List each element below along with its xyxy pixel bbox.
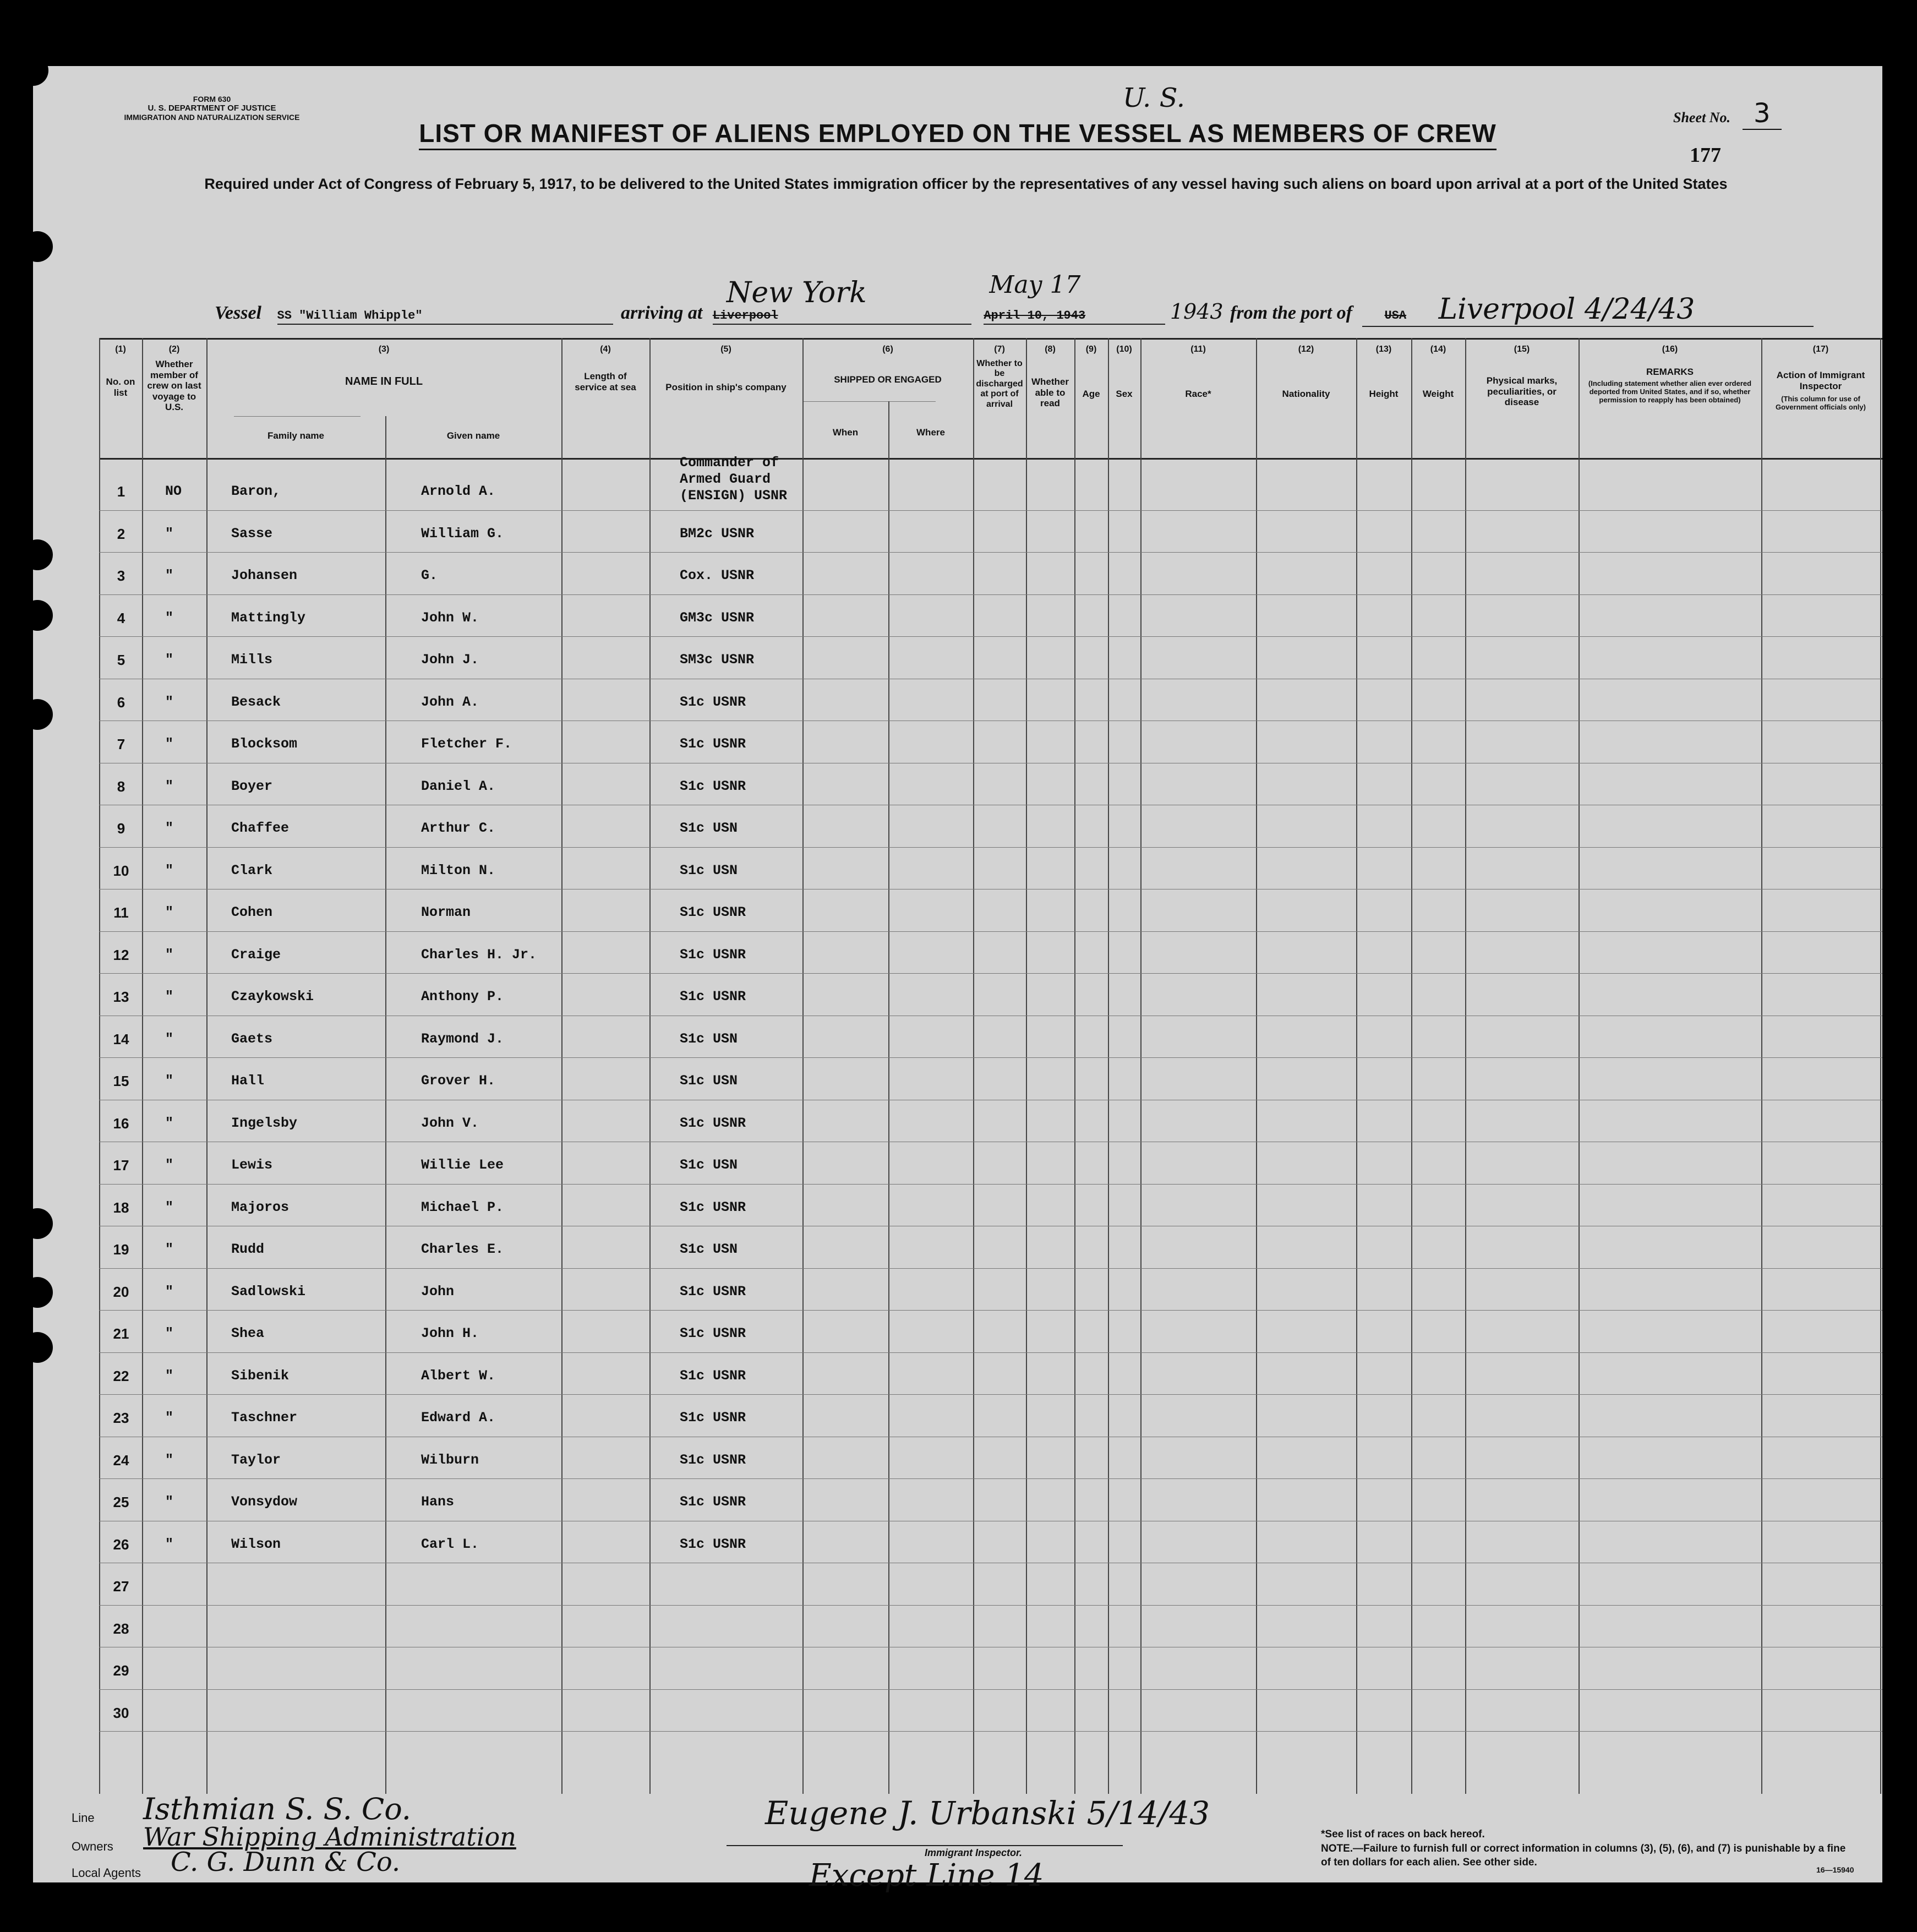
given-name: Carl L. <box>421 1536 479 1552</box>
table-row <box>99 1270 1882 1310</box>
given-name: John W. <box>421 609 479 626</box>
given-name: G. <box>421 567 438 583</box>
position: Cox. USNR <box>680 567 755 583</box>
agents-label: Local Agents <box>72 1866 141 1880</box>
table-row <box>99 455 1882 510</box>
given-name: Charles E. <box>421 1241 504 1257</box>
given-name: Charles H. Jr. <box>421 946 537 963</box>
prior-voyage: " <box>165 1410 174 1426</box>
row-number: 24 <box>113 1451 129 1469</box>
family-name: Taylor <box>231 1451 281 1468</box>
row-number: 7 <box>117 736 125 752</box>
position: GM3c USNR <box>680 609 755 626</box>
table-row <box>99 554 1882 594</box>
given-name: Edward A. <box>421 1410 496 1426</box>
table-row <box>99 1144 1882 1183</box>
col10-number: (10) <box>1116 345 1132 354</box>
family-name: Shea <box>231 1325 265 1341</box>
punch-hole <box>22 1208 53 1239</box>
family-name: Craige <box>231 946 281 963</box>
table-row <box>99 1102 1882 1142</box>
table-row <box>99 1691 1882 1731</box>
row-number: 8 <box>117 778 125 795</box>
position: S1c USN <box>680 1073 738 1089</box>
position: S1c USN <box>680 1241 738 1257</box>
prior-voyage: " <box>165 652 174 668</box>
given-name: Albert W. <box>421 1367 496 1384</box>
row-number: 17 <box>113 1157 129 1174</box>
col4-number: (4) <box>600 345 611 354</box>
family-name: Ingelsby <box>231 1115 298 1131</box>
arriving-label: arriving at <box>621 303 703 323</box>
family-name: Hall <box>231 1073 265 1089</box>
footer-notes <box>1321 1827 1849 1870</box>
given-name: Michael P. <box>421 1199 504 1215</box>
row-rule <box>99 1352 1882 1353</box>
col1-header: No. on list <box>106 376 135 398</box>
row-rule <box>99 1268 1882 1269</box>
family-name: Majoros <box>231 1199 290 1215</box>
prior-voyage: " <box>165 1199 174 1215</box>
prior-voyage: " <box>165 694 174 710</box>
prior-voyage: " <box>165 862 174 878</box>
given-name: Daniel A. <box>421 778 496 794</box>
position: BM2c USNR <box>680 525 755 542</box>
row-rule <box>99 931 1882 932</box>
row-number: 1 <box>117 483 125 500</box>
punch-hole <box>22 539 53 570</box>
penalty-note: NOTE.—Failure to furnish full or correct information in columns (3), (5), (6), and (7) is punishable by a fine of ten dollars for each alien. See other side. <box>1321 1842 1846 1869</box>
family-name: Johansen <box>231 567 298 583</box>
row-rule <box>99 973 1882 974</box>
position: S1c USN <box>680 820 738 836</box>
row-rule <box>99 1731 1882 1732</box>
position: S1c USNR <box>680 1536 746 1552</box>
row-number: 20 <box>113 1283 129 1300</box>
col2-header: Whether member of crew on last voyage to U.S. <box>147 359 201 413</box>
col17-number: (17) <box>1812 345 1829 354</box>
row-number: 21 <box>113 1325 129 1342</box>
prior-voyage: " <box>165 1241 174 1257</box>
agents-value: C. G. Dunn & Co. <box>171 1847 401 1878</box>
given-name: Raymond J. <box>421 1030 504 1047</box>
family-name: Sibenik <box>231 1367 290 1384</box>
row-rule <box>99 594 1882 595</box>
given-name: Willie Lee <box>421 1157 504 1173</box>
row-number: 16 <box>113 1115 129 1132</box>
given-name: Grover H. <box>421 1073 496 1089</box>
prior-voyage: " <box>165 1367 174 1384</box>
line-value: Isthmian S. S. Co. <box>143 1792 411 1826</box>
given-name: Anthony P. <box>421 989 504 1005</box>
prior-voyage: " <box>165 778 174 794</box>
position: S1c USN <box>680 1030 738 1047</box>
col7-number: (7) <box>994 345 1005 354</box>
col5-header: Position in ship's company <box>665 382 787 392</box>
row-number: 10 <box>113 862 129 879</box>
position: S1c USNR <box>680 736 746 752</box>
col11-header: Race* <box>1185 389 1211 399</box>
row-rule <box>99 1394 1882 1395</box>
row-number: 23 <box>113 1410 129 1426</box>
row-rule <box>99 1478 1882 1479</box>
punch-hole <box>22 1277 53 1308</box>
date-handwritten: May 17 <box>989 271 1081 299</box>
position: S1c USNR <box>680 1199 746 1215</box>
position: S1c USN <box>680 1157 738 1173</box>
table-row <box>99 891 1882 931</box>
given-name: Hans <box>421 1494 455 1510</box>
given-name: John <box>421 1283 455 1300</box>
family-name: Vonsydow <box>231 1494 298 1510</box>
col11-number: (11) <box>1190 345 1206 354</box>
family-name: Mattingly <box>231 609 306 626</box>
table-row <box>99 1228 1882 1268</box>
row-rule <box>99 1310 1882 1311</box>
row-number: 2 <box>117 525 125 542</box>
owners-label: Owners <box>72 1840 113 1853</box>
family-name: Gaets <box>231 1030 273 1047</box>
table-row <box>99 807 1882 847</box>
col13-header: Height <box>1369 389 1399 399</box>
col13-number: (13) <box>1375 345 1392 354</box>
row-rule <box>99 1057 1882 1058</box>
row-number: 15 <box>113 1073 129 1089</box>
shipped-subheader-rule <box>804 401 936 402</box>
prior-voyage: " <box>165 1030 174 1047</box>
inspector-label: Immigrant Inspector. <box>925 1847 1023 1858</box>
page-number: 177 <box>1690 144 1721 167</box>
position: SM3c USNR <box>680 652 755 668</box>
row-number: 12 <box>113 946 129 963</box>
prior-voyage: " <box>165 567 174 583</box>
family-name: Besack <box>231 694 281 710</box>
table-row <box>99 975 1882 1015</box>
family-name: Mills <box>231 652 273 668</box>
table-top-rule <box>99 338 1882 340</box>
prior-voyage: " <box>165 1073 174 1089</box>
col16-subheader: (Including statement whether alien ever ordered deported from United States, and if so, whether permission to reapply has been obtained) <box>1588 379 1752 404</box>
family-name: Cohen <box>231 904 273 920</box>
row-rule <box>99 1689 1882 1690</box>
row-number: 30 <box>113 1704 129 1721</box>
given-name: Arnold A. <box>421 483 496 499</box>
table-row <box>99 1565 1882 1604</box>
document-title <box>33 118 1882 148</box>
given-name: John H. <box>421 1325 479 1341</box>
prior-voyage: " <box>165 820 174 836</box>
table-row <box>99 1396 1882 1436</box>
col1-number: (1) <box>115 345 126 354</box>
department-name: U. S. DEPARTMENT OF JUSTICE <box>148 103 276 113</box>
punch-hole <box>22 699 53 730</box>
table-row <box>99 934 1882 973</box>
row-rule <box>99 847 1882 848</box>
row-number: 22 <box>113 1367 129 1384</box>
family-name: Rudd <box>231 1241 265 1257</box>
given-name: John V. <box>421 1115 479 1131</box>
table-row <box>99 1018 1882 1057</box>
prior-voyage: " <box>165 1325 174 1341</box>
family-name: Clark <box>231 862 273 878</box>
from-handwritten: Liverpool 4/24/43 <box>1438 293 1695 326</box>
prior-voyage: " <box>165 1157 174 1173</box>
col12-header: Nationality <box>1282 389 1330 399</box>
position: S1c USNR <box>680 1115 746 1131</box>
col4-header: Length of service at sea <box>575 371 636 392</box>
given-name: John J. <box>421 652 479 668</box>
col6-when-header: When <box>832 427 859 438</box>
col3-family-header: Family name <box>267 430 324 441</box>
col3-header: NAME IN FULL <box>345 375 423 388</box>
position: S1c USNR <box>680 1410 746 1426</box>
row-number: 28 <box>113 1620 129 1637</box>
position: S1c USN <box>680 862 738 878</box>
inspector-signature: Eugene J. Urbanski 5/14/43 <box>765 1794 1210 1832</box>
row-rule <box>99 510 1882 511</box>
arriving-handwritten: New York <box>726 276 867 309</box>
title-text: LIST OR MANIFEST OF ALIENS EMPLOYED ON THE VESSEL AS MEMBERS OF CREW <box>419 119 1497 150</box>
sheet-number-label: Sheet No. <box>1673 110 1730 125</box>
family-name: Czaykowski <box>231 989 314 1005</box>
col2-number: (2) <box>168 345 180 354</box>
date-typed: April 10, 1943 <box>984 309 1086 323</box>
position: Commander of Armed Guard (ENSIGN) USNR <box>680 455 788 504</box>
prior-voyage: NO <box>165 483 182 499</box>
prior-voyage: " <box>165 1451 174 1468</box>
punch-hole <box>18 55 48 86</box>
row-number: 9 <box>117 820 125 837</box>
from-typed: USA <box>1384 309 1407 323</box>
col5-number: (5) <box>720 345 731 354</box>
col6-header: SHIPPED OR ENGAGED <box>834 374 942 385</box>
family-name: Sasse <box>231 525 273 542</box>
table-row <box>99 1186 1882 1226</box>
row-number: 18 <box>113 1199 129 1216</box>
row-number: 19 <box>113 1241 129 1258</box>
position: S1c USNR <box>680 1283 746 1300</box>
position: S1c USNR <box>680 778 746 794</box>
sheet-number-value: 3 <box>1743 98 1782 130</box>
prior-voyage: " <box>165 1115 174 1131</box>
table-row <box>99 638 1882 678</box>
table-row <box>99 1481 1882 1520</box>
position: S1c USNR <box>680 1451 746 1468</box>
document-subtitle: Required under Act of Congress of February 5, 1917, to be delivered to the United States immigration officer by the representatives of any vessel having such aliens on board upon arrival at a port of the United States <box>204 176 1728 192</box>
row-number: 25 <box>113 1494 129 1510</box>
table-row <box>99 1060 1882 1099</box>
position: S1c USNR <box>680 1367 746 1384</box>
col17-subheader: (This column for use of Government officials only) <box>1776 395 1866 411</box>
from-port-label: from the port of <box>1230 303 1352 323</box>
vessel-label: Vessel <box>215 303 261 323</box>
position: S1c USNR <box>680 1325 746 1341</box>
family-name: Wilson <box>231 1536 281 1552</box>
given-name: Norman <box>421 904 471 920</box>
col14-number: (14) <box>1430 345 1446 354</box>
col14-header: Weight <box>1422 389 1454 399</box>
prior-voyage: " <box>165 946 174 963</box>
col10-header: Sex <box>1116 389 1133 399</box>
family-name: Lewis <box>231 1157 273 1173</box>
position: S1c USNR <box>680 694 746 710</box>
punch-hole <box>22 600 53 631</box>
footer-line-label: Line <box>72 1811 95 1825</box>
races-note: *See list of races on back hereof. <box>1321 1829 1485 1840</box>
row-rule <box>99 1605 1882 1606</box>
col17-header: Action of Immigrant Inspector <box>1776 370 1865 391</box>
table-row <box>99 723 1882 762</box>
prior-voyage: " <box>165 904 174 920</box>
given-name: John A. <box>421 694 479 710</box>
table-row <box>99 1607 1882 1647</box>
table-row <box>99 681 1882 721</box>
given-name: Arthur C. <box>421 820 496 836</box>
owners-value: War Shipping Administration <box>143 1822 516 1852</box>
table-row <box>99 765 1882 805</box>
row-number: 29 <box>113 1662 129 1679</box>
col6-where-header: Where <box>916 427 945 438</box>
given-name: William G. <box>421 525 504 542</box>
position: S1c USNR <box>680 946 746 963</box>
col7-header: Whether to be discharged at port of arrival <box>976 359 1023 409</box>
prior-voyage: " <box>165 609 174 626</box>
col16-number: (16) <box>1662 345 1678 354</box>
punch-hole <box>22 1332 53 1363</box>
table-row <box>99 1312 1882 1352</box>
col3-given-header: Given name <box>446 430 500 441</box>
family-name: Sadlowski <box>231 1283 306 1300</box>
vessel-name: SS "William Whipple" <box>277 309 423 323</box>
crew-table <box>99 338 1882 1794</box>
table-row <box>99 512 1882 552</box>
table-row <box>99 1355 1882 1394</box>
exception-note: Except Line 14 <box>809 1858 1044 1893</box>
year-handwritten: 1943 <box>1170 299 1224 324</box>
row-number: 5 <box>117 652 125 668</box>
family-name: Baron, <box>231 483 281 499</box>
vessel-line <box>215 271 1814 327</box>
prior-voyage: " <box>165 525 174 542</box>
table-row <box>99 597 1882 636</box>
prior-voyage: " <box>165 736 174 752</box>
position: S1c USNR <box>680 1494 746 1510</box>
form-line: FORM 630 <box>193 95 231 103</box>
position: S1c USNR <box>680 989 746 1005</box>
col12-number: (12) <box>1298 345 1314 354</box>
table-row <box>99 1649 1882 1689</box>
row-number: 14 <box>113 1030 129 1047</box>
punch-hole <box>22 231 53 262</box>
col15-number: (15) <box>1514 345 1530 354</box>
row-rule <box>99 636 1882 637</box>
row-number: 26 <box>113 1536 129 1553</box>
table-row <box>99 1439 1882 1478</box>
row-number: 4 <box>117 609 125 626</box>
form-code: 16—15940 <box>1816 1865 1854 1874</box>
prior-voyage: " <box>165 1283 174 1300</box>
family-name: Taschner <box>231 1410 298 1426</box>
handwritten-us: U. S. <box>1123 83 1185 113</box>
given-name: Wilburn <box>421 1451 479 1468</box>
given-name: Milton N. <box>421 862 496 878</box>
signature-rule <box>727 1845 1123 1846</box>
row-number: 6 <box>117 694 125 711</box>
table-row <box>99 1523 1882 1563</box>
given-name: Fletcher F. <box>421 736 512 752</box>
service-name: IMMIGRATION AND NATURALIZATION SERVICE <box>124 113 300 122</box>
prior-voyage: " <box>165 1494 174 1510</box>
row-rule <box>99 1184 1882 1185</box>
prior-voyage: " <box>165 989 174 1005</box>
table-row <box>99 849 1882 889</box>
family-name: Blocksom <box>231 736 298 752</box>
col16-header: REMARKS <box>1646 367 1694 377</box>
col9-header: Age <box>1082 389 1100 399</box>
row-number: 13 <box>113 989 129 1005</box>
row-rule <box>99 552 1882 553</box>
manifest-sheet <box>33 66 1882 1893</box>
col8-number: (8) <box>1045 345 1056 354</box>
col15-header: Physical marks, peculiarities, or disease <box>1486 375 1558 408</box>
position: S1c USNR <box>680 904 746 920</box>
col3-number: (3) <box>378 345 390 354</box>
family-name: Chaffee <box>231 820 290 836</box>
arriving-typed: Liverpool <box>712 309 778 323</box>
row-number: 11 <box>113 904 129 921</box>
header-bottom-rule <box>99 458 1882 460</box>
row-number: 27 <box>113 1578 129 1595</box>
col9-number: (9) <box>1085 345 1097 354</box>
col8-header: Whether able to read <box>1031 376 1069 409</box>
name-subheader-rule <box>234 416 361 417</box>
family-name: Boyer <box>231 778 273 794</box>
row-number: 3 <box>117 567 125 584</box>
prior-voyage: " <box>165 1536 174 1552</box>
col6-number: (6) <box>882 345 893 354</box>
